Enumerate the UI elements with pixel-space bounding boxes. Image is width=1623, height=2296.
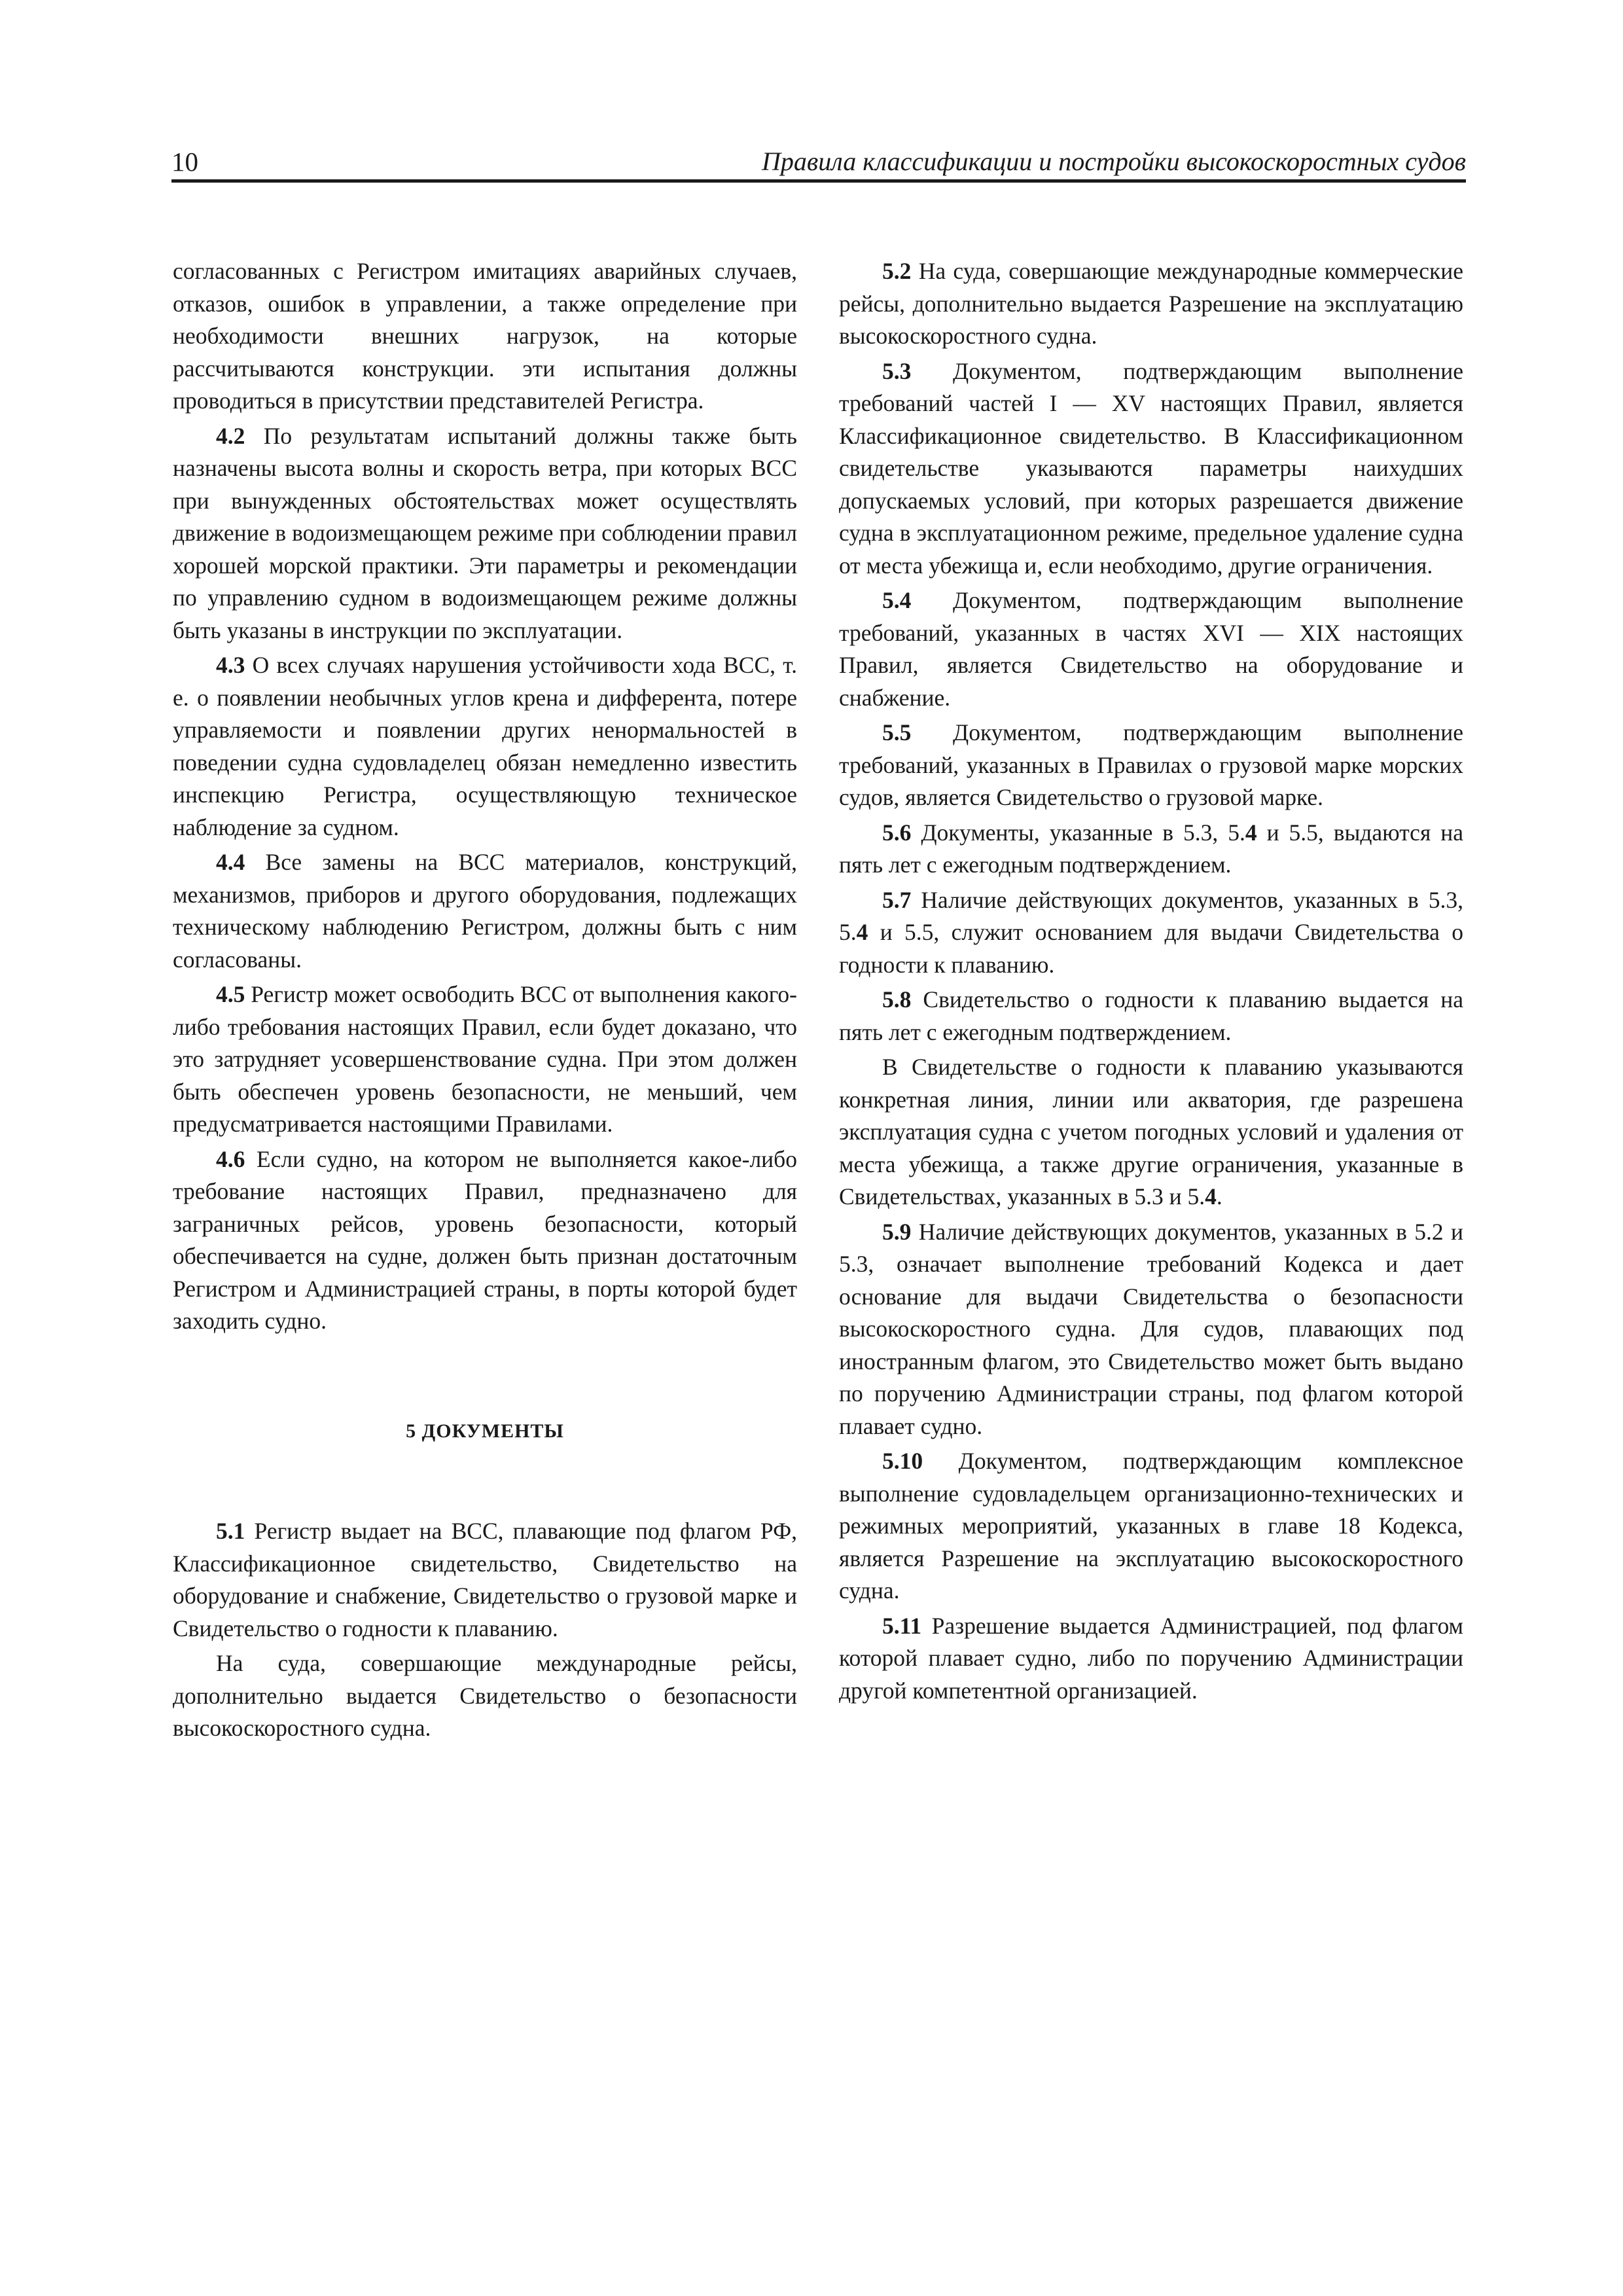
clause-text: Свидетельство о годности к плаванию выдается на пять лет с ежегодным подтверждением. [839,986,1463,1045]
paragraph-4-4 [173,846,797,976]
left-column [173,255,797,1745]
clause-text: Документом, подтверждающим выполнение требований, указанных в частях XVI — XIX настоящих Правил, является Свидетельство на оборудование и снабжение. [839,587,1463,711]
clause-number: 5.3 [882,357,912,384]
clause-number: 5.7 [882,886,912,913]
clause-text: В Свидетельстве о годности к плаванию указываются конкретная линия, линии или акватория, где разрешена эксплуатация судна с учетом погодных условий и удаления от места убежища, а также другие ограничения, указанные в Свидетельствах, указанных в 5.3 и 5. [839,1054,1463,1210]
clause-number: 5.1 [216,1518,245,1544]
paragraph-5-9 [839,1216,1463,1443]
paragraph-5-10 [839,1445,1463,1607]
paragraph [839,1051,1463,1213]
bold-reference: 4 [1205,1183,1217,1210]
clause-text: Документы, указанные в 5.3, 5. [911,819,1245,846]
clause-text: На суда, совершающие международные коммерческие рейсы, дополнительно выдается Разрешение на эксплуатацию высокоскоростного судна. [839,258,1463,349]
paragraph-4-3 [173,649,797,844]
clause-text: Наличие действующих документов, указанных в 5.3, 5. [839,886,1463,945]
clause-number: 4.6 [216,1145,245,1172]
clause-text: По результатам испытаний должны также быть назначены высота волны и скорость ветра, при которых ВСС при вынужденных обстоятельствах может осуществлять движение в водоизмещающем режиме при соблюдении правил хорошей морской практики. Эти параметры и рекомендации по управлению судном в водоизмещающем режиме должны быть указаны в инструкции по эксплуатации. [173,422,797,643]
paragraph: На суда, совершающие международные рейсы, дополнительно выдается Свидетельство о безопасности высокоскоростного судна. [173,1650,797,1741]
paragraph-5-3 [839,355,1463,583]
paragraph-5-2 [839,255,1463,353]
section-title: 5 ДОКУМЕНТЫ [406,1420,564,1442]
paragraph-5-5 [839,717,1463,814]
clause-text: Документом, подтверждающим комплексное выполнение судовладельцем организационно-технических и режимных мероприятий, указанных в главе 18 Кодекса, является Разрешение на эксплуатацию высокоскоростного судна. [839,1448,1463,1604]
paragraph-4-2 [173,420,797,647]
clause-number: 5.9 [882,1218,912,1245]
paragraph: согласованных с Регистром имитациях аварийных случаев, отказов, ошибок в управлении, а также определение при необходимости внешних нагрузок, на которые рассчитываются конструкции. эти испытания должны проводиться в присутствии представителей Регистра. [173,258,797,414]
clause-text: Если судно, на котором не выполняется какое-либо требование настоящих Правил, предназначено для заграничных рейсов, уровень безопасности, который обеспечивается на судне, должен быть признан достаточным Регистром и Администрацией страны, в порты которой будет заходить судно. [173,1145,797,1334]
paragraph-5-6 [839,817,1463,882]
page-header [171,145,1466,183]
clause-text: О всех случаях нарушения устойчивости хода ВСС, т. е. о появлении необычных углов крена и дифферента, потере управляемости и появлении других ненормальностей в поведении судна судовладелец обязан немедленно известить инспекцию Регистра, осуществляющую техническое наблюдение за судном. [173,652,797,840]
paragraph-5-1 [173,1515,797,1645]
clause-text: Наличие действующих документов, указанных в 5.2 и 5.3, означает выполнение требований Кодекса и дает основание для выдачи Свидетельства о безопасности высокоскоростного судна. Для судов, плавающих под иностранным флагом, это Свидетельство может быть выдано по поручению Администрации страны, под флагом которой плавает судно. [839,1218,1463,1439]
clause-number: 5.6 [882,819,912,846]
clause-number: 4.4 [216,849,245,875]
paragraph-4-5 [173,978,797,1141]
clause-number: 4.5 [216,981,245,1007]
running-title: Правила классификации и постройки высокоскоростных судов [762,147,1466,176]
clause-text: и 5.5, выдаются на пять лет с ежегодным подтверждением. [839,819,1463,878]
right-column [839,255,1463,1707]
clause-number: 5.2 [882,258,912,284]
clause-number: 5.8 [882,986,912,1013]
clause-text: Регистр может освободить ВСС от выполнения какого-либо требования настоящих Правил, если будет доказано, что это затрудняет усовершенствование судна. При этом должен быть обеспечен уровень безопасности, не меньший, чем предусматривается настоящими Правилами. [173,981,797,1137]
clause-number: 5.4 [882,587,912,613]
paragraph-5-8 [839,984,1463,1049]
clause-number: 5.11 [882,1612,922,1639]
clause-text: Документом, подтверждающим выполнение требований частей I — XV настоящих Правил, является Классификационное свидетельство. В Классификационном свидетельстве указываются параметры наихудших допускаемых условий, при которых разрешается движение судна в эксплуатационном режиме, предельное удаление судна от места убежища и, если необходимо, другие ограничения. [839,357,1463,579]
clause-number: 4.3 [216,652,245,678]
clause-text: Документом, подтверждающим выполнение требований, указанных в Правилах о грузовой марке морских судов, является Свидетельство о грузовой марке. [839,719,1463,810]
clause-text: и 5.5, служит основанием для выдачи Свидетельства о годности к плаванию. [839,919,1463,978]
paragraph-5-11 [839,1610,1463,1708]
clause-text: . [1216,1183,1222,1210]
clause-number: 5.5 [882,719,912,745]
clause-number: 5.10 [882,1448,923,1474]
paragraph-5-4 [839,584,1463,714]
paragraph-5-7 [839,884,1463,982]
paragraph-4-6 [173,1143,797,1338]
clause-text: Разрешение выдается Администрацией, под флагом которой плавает судно, либо по поручению Администрации другой компетентной организацией. [839,1612,1463,1704]
clause-text: Регистр выдает на ВСС, плавающие под флагом РФ, Классификационное свидетельство, Свидетельство на оборудование и снабжение, Свидетельство о грузовой марке и Свидетельство о годности к плаванию. [173,1518,797,1641]
page-number: 10 [171,147,198,177]
bold-reference: 4 [1245,819,1257,846]
clause-text: Все замены на ВСС материалов, конструкций, механизмов, приборов и другого оборудования, подлежащих техническому наблюдению Регистром, должны быть с ним согласованы. [173,849,797,973]
bold-reference: 4 [856,919,868,945]
clause-number: 4.2 [216,422,245,449]
